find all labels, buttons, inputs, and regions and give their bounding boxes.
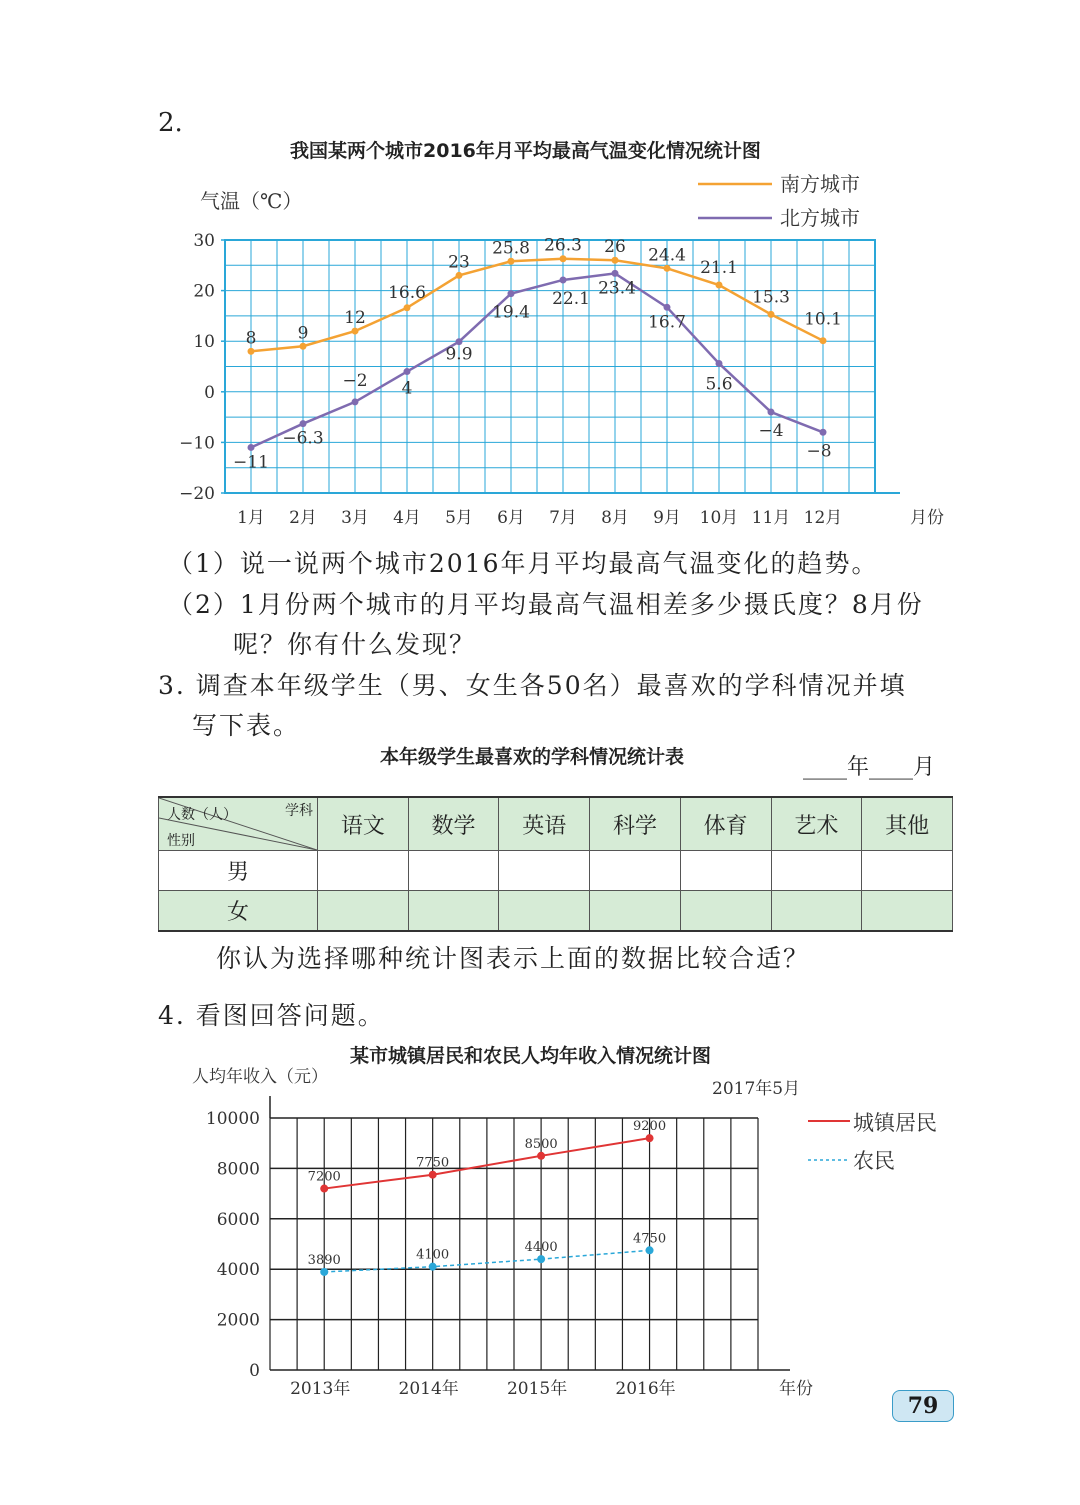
y-axis-label: 气温（℃） xyxy=(200,189,303,213)
data-label: 8 xyxy=(245,328,257,349)
y-tick-label: 8000 xyxy=(216,1159,260,1180)
data-label: 7750 xyxy=(416,1155,450,1171)
data-point xyxy=(404,368,411,375)
data-label: 22.1 xyxy=(552,288,590,309)
x-tick-label: 5月 xyxy=(445,508,473,528)
data-label: 21.1 xyxy=(700,258,738,279)
row-label-female: 女 xyxy=(159,891,318,931)
y-tick-label: −10 xyxy=(179,433,215,454)
data-point xyxy=(300,343,307,350)
data-label: 23 xyxy=(448,252,470,273)
x-axis-label: 年份 xyxy=(779,1379,813,1399)
data-point xyxy=(300,420,307,427)
income-chart xyxy=(180,1060,980,1405)
data-point xyxy=(429,1263,437,1271)
x-tick-label: 7月 xyxy=(549,508,577,528)
legend-label: 城镇居民 xyxy=(853,1111,937,1135)
table-header-row xyxy=(159,797,953,851)
data-point xyxy=(248,348,255,355)
table-row-male xyxy=(159,851,953,891)
q3-text-line2: 写下表。 xyxy=(192,711,301,740)
data-label: 9200 xyxy=(633,1119,667,1135)
x-tick-label: 2月 xyxy=(289,508,317,528)
data-point xyxy=(404,304,411,311)
data-label: −8 xyxy=(806,441,832,462)
data-label: 24.4 xyxy=(648,245,686,266)
x-tick-label: 2015年 xyxy=(506,1379,568,1399)
subject-header: 语文 xyxy=(318,797,409,851)
y-tick-label: 30 xyxy=(193,231,215,251)
y-tick-label: 0 xyxy=(204,382,215,403)
corner-label-count: 人数（人） xyxy=(167,807,237,823)
data-point xyxy=(612,270,619,277)
data-point xyxy=(248,444,255,451)
data-point xyxy=(537,1152,545,1160)
data-label: 4100 xyxy=(416,1247,450,1263)
data-label: 9 xyxy=(297,323,309,344)
corner-label-subject: 学科 xyxy=(285,803,313,819)
answer-cell[interactable] xyxy=(680,851,771,891)
y-tick-label: 2000 xyxy=(216,1310,260,1331)
answer-cell[interactable] xyxy=(499,851,590,891)
chart2-title: 某市城镇居民和农民人均年收入情况统计图 xyxy=(350,1045,712,1067)
data-label: 16.6 xyxy=(388,282,426,303)
corner-label-gender: 性别 xyxy=(167,833,195,849)
subject-header: 体育 xyxy=(680,797,771,851)
x-tick-label: 9月 xyxy=(653,508,681,528)
answer-cell[interactable] xyxy=(862,891,953,931)
x-tick-label: 10月 xyxy=(699,508,739,528)
data-label: 25.8 xyxy=(492,238,530,259)
data-point xyxy=(508,258,515,265)
legend-label: 南方城市 xyxy=(780,172,860,196)
q2-question-1: （1）说一说两个城市2016年月平均最高气温变化的趋势。 xyxy=(168,549,879,578)
answer-cell[interactable] xyxy=(862,851,953,891)
data-point xyxy=(508,290,515,297)
table-corner-cell xyxy=(159,797,318,851)
data-point xyxy=(646,1246,654,1254)
survey-table-title: 本年级学生最喜欢的学科情况统计表 xyxy=(380,746,685,768)
subject-header: 英语 xyxy=(499,797,590,851)
data-label: −2 xyxy=(342,370,368,391)
data-point xyxy=(560,255,567,262)
answer-cell[interactable] xyxy=(771,851,862,891)
data-label: 12 xyxy=(344,308,366,329)
y-tick-label: 4000 xyxy=(216,1260,260,1281)
data-label: −6.3 xyxy=(282,428,324,449)
table-row-female xyxy=(159,891,953,931)
y-axis-label: 人均年收入（元） xyxy=(192,1067,328,1087)
data-point xyxy=(456,272,463,279)
y-tick-label: 6000 xyxy=(216,1209,260,1230)
answer-cell[interactable] xyxy=(408,851,499,891)
data-point xyxy=(646,1134,654,1142)
x-tick-label: 2013年 xyxy=(290,1379,351,1399)
y-tick-label: 10000 xyxy=(205,1109,260,1129)
data-point xyxy=(716,360,723,367)
data-point xyxy=(537,1255,545,1263)
subject-header: 其他 xyxy=(862,797,953,851)
survey-table xyxy=(158,796,953,932)
data-label: 23.4 xyxy=(598,278,636,299)
subject-header: 科学 xyxy=(590,797,681,851)
x-tick-label: 4月 xyxy=(393,508,421,528)
answer-cell[interactable] xyxy=(318,851,409,891)
data-point xyxy=(716,282,723,289)
data-point xyxy=(429,1171,437,1179)
q2-question-2-cont: 呢？你有什么发现？ xyxy=(233,630,477,659)
data-point xyxy=(320,1185,328,1193)
data-label: 3890 xyxy=(307,1252,341,1268)
data-point xyxy=(320,1268,328,1276)
subject-header: 艺术 xyxy=(771,797,862,851)
x-tick-label: 8月 xyxy=(601,508,629,528)
data-label: 4750 xyxy=(633,1231,667,1247)
data-label: 26.3 xyxy=(544,235,582,256)
data-label: −4 xyxy=(758,421,784,442)
chart-subtitle: 2017年5月 xyxy=(712,1079,801,1099)
answer-cell[interactable] xyxy=(408,891,499,931)
date-blank: ____年____月 xyxy=(803,755,936,780)
legend-label: 农民 xyxy=(853,1149,895,1173)
x-tick-label: 2016年 xyxy=(615,1379,676,1399)
data-point xyxy=(768,409,775,416)
x-tick-label: 6月 xyxy=(497,508,525,528)
data-point xyxy=(352,398,359,405)
y-tick-label: −20 xyxy=(179,484,215,504)
q3-text-line1: 3. 调查本年级学生（男、女生各50名）最喜欢的学科情况并填 xyxy=(158,671,907,700)
data-point xyxy=(560,276,567,283)
data-label: 19.4 xyxy=(492,302,530,323)
q3-follow-up: 你认为选择哪种统计图表示上面的数据比较合适？ xyxy=(216,944,811,973)
y-tick-label: 20 xyxy=(193,281,215,302)
data-label: 26 xyxy=(604,237,626,258)
y-tick-label: 10 xyxy=(193,332,215,353)
x-axis-label: 月份 xyxy=(910,508,944,528)
answer-cell[interactable] xyxy=(318,891,409,931)
legend-label: 北方城市 xyxy=(780,206,860,230)
x-tick-label: 3月 xyxy=(341,508,369,528)
data-label: 16.7 xyxy=(648,312,686,333)
answer-cell[interactable] xyxy=(680,891,771,931)
data-label: 7200 xyxy=(307,1169,341,1185)
data-point xyxy=(352,328,359,335)
data-point xyxy=(820,337,827,344)
data-point xyxy=(664,265,671,272)
x-tick-label: 11月 xyxy=(751,508,791,528)
data-label: 4 xyxy=(401,378,413,399)
answer-cell[interactable] xyxy=(499,891,590,931)
chart1-title: 我国某两个城市2016年月平均最高气温变化情况统计图 xyxy=(290,140,761,162)
q4-text: 4. 看图回答问题。 xyxy=(158,1001,385,1030)
page-number: 79 xyxy=(892,1390,954,1422)
x-tick-label: 12月 xyxy=(803,508,843,528)
temperature-chart xyxy=(150,160,950,540)
data-label: 4400 xyxy=(524,1240,558,1256)
data-label: 5.6 xyxy=(705,374,733,395)
question-2-number: 2. xyxy=(158,108,183,138)
data-point xyxy=(768,311,775,318)
q2-question-2: （2）1月份两个城市的月平均最高气温相差多少摄氏度？8月份 xyxy=(168,590,924,619)
data-point xyxy=(820,429,827,436)
row-label-male: 男 xyxy=(159,851,318,891)
answer-cell[interactable] xyxy=(590,891,681,931)
answer-cell[interactable] xyxy=(771,891,862,931)
y-tick-label: 0 xyxy=(249,1361,260,1381)
answer-cell[interactable] xyxy=(590,851,681,891)
data-label: 10.1 xyxy=(804,309,842,330)
x-tick-label: 1月 xyxy=(237,508,265,528)
data-label: −11 xyxy=(233,452,269,473)
data-point xyxy=(664,304,671,311)
data-label: 9.9 xyxy=(445,344,473,365)
x-tick-label: 2014年 xyxy=(398,1379,459,1399)
data-label: 15.3 xyxy=(752,287,790,308)
data-label: 8500 xyxy=(524,1136,558,1152)
data-point xyxy=(612,257,619,264)
subject-header: 数学 xyxy=(408,797,499,851)
